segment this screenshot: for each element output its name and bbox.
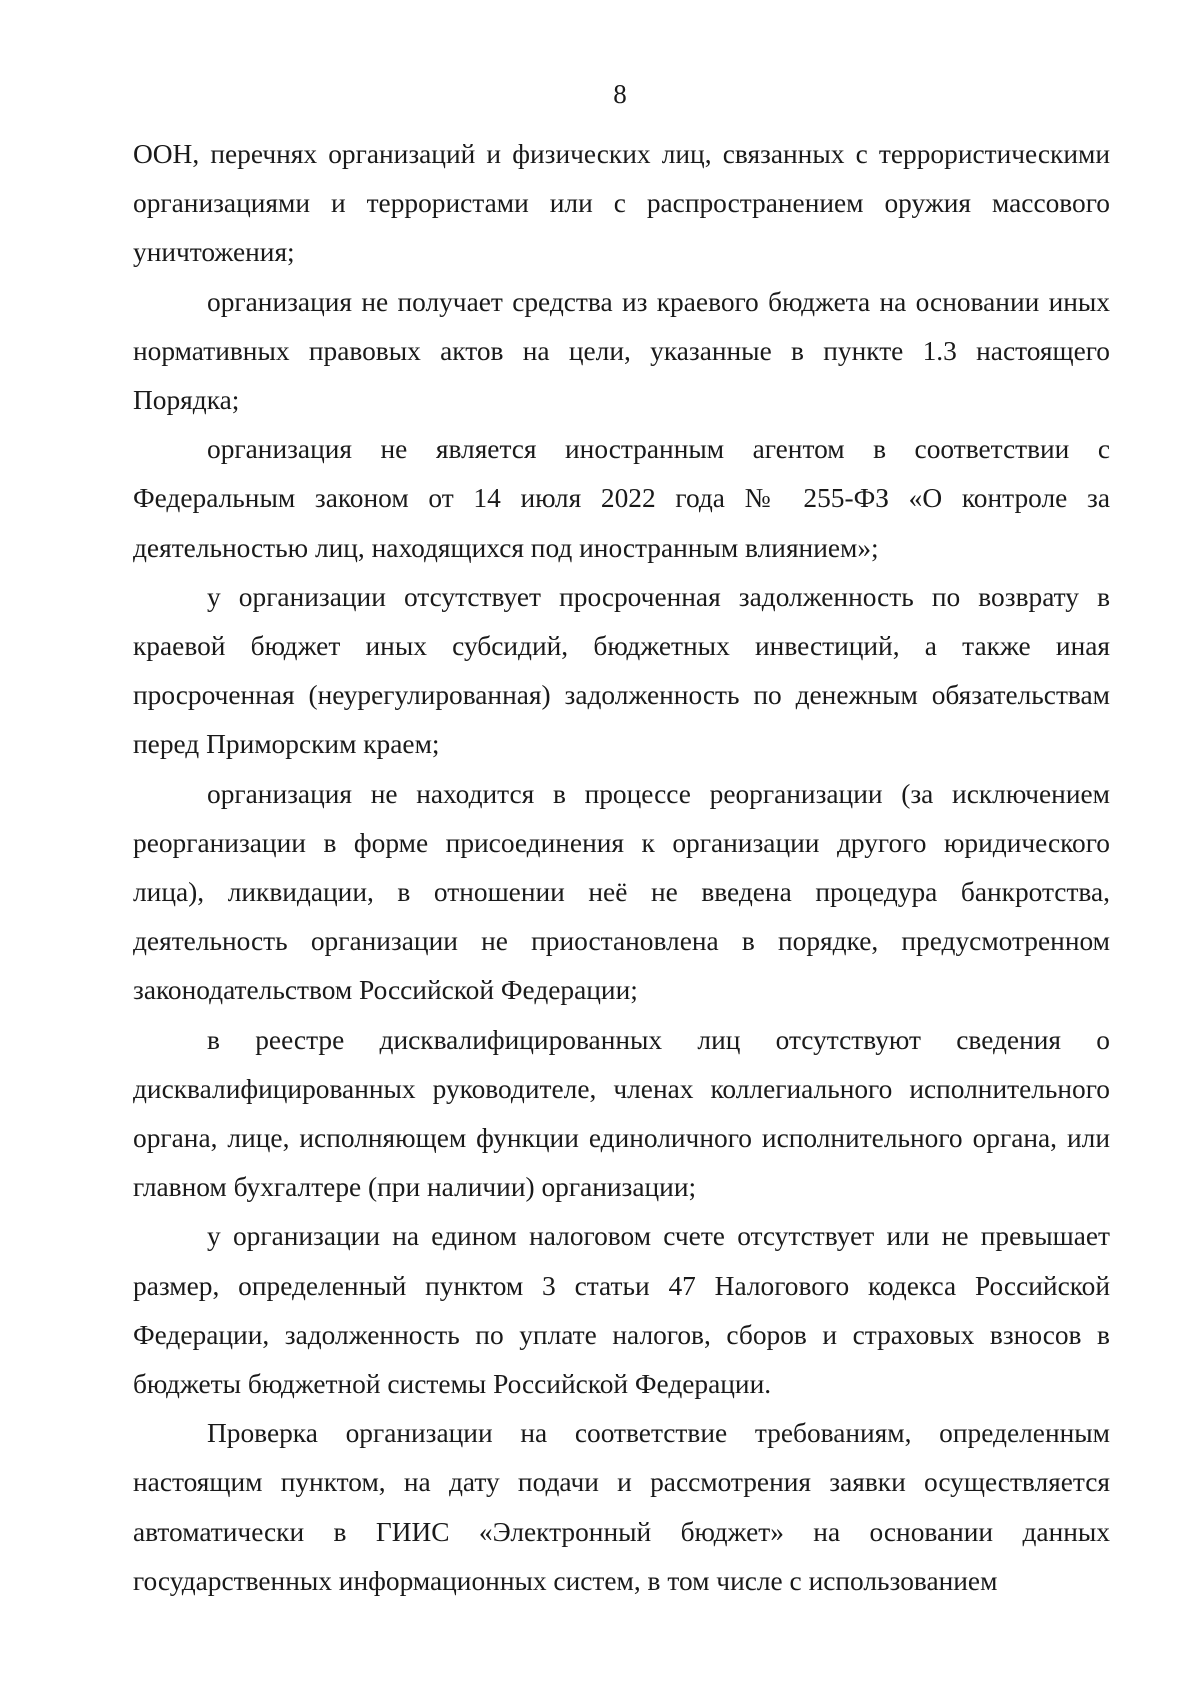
paragraph: организация не получает средства из краевого бюджета на основании иных нормативных правовых актов на цели, указанные в пункте 1.3 настоящего Порядка; — [133, 286, 1110, 416]
paragraph: в реестре дисквалифицированных лиц отсутствуют сведения о дисквалифицированных руководителе, членах коллегиального исполнительного органа, лице, исполняющем функции единоличного исполнительного органа, или главном бухгалтере (при наличии) организации; — [133, 1024, 1110, 1203]
document-body — [133, 130, 1110, 1606]
page-number: 8 — [613, 79, 627, 109]
paragraph: организация не является иностранным агентом в соответствии с Федеральным законом от 14 июля 2022 года № 255-ФЗ «О контроле за деятельностью лиц, находящихся под иностранным влиянием»; — [133, 434, 1110, 563]
paragraph: у организации на едином налоговом счете отсутствует или не превышает размер, определенный пунктом 3 статьи 47 Налогового кодекса Российской Федерации, задолженность по уплате налогов, сборов и страховых взносов в бюджеты бюджетной системы Российской Федерации. — [133, 1221, 1110, 1400]
paragraph: ООН, перечнях организаций и физических лиц, связанных с террористическими организациями и террористами или с распространением оружия массового уничтожения; — [133, 139, 1110, 268]
paragraph: организация не находится в процессе реорганизации (за исключением реорганизации в форме присоединения к организации другого юридического лица), ликвидации, в отношении неё не введена процедура банкротства, деятельность организации не приостановлена в порядке, предусмотренном законодательством Российской Федерации; — [133, 778, 1110, 1006]
paragraph: у организации отсутствует просроченная задолженность по возврату в краевой бюджет иных субсидий, бюджетных инвестиций, а также иная просроченная (неурегулированная) задолженность по денежным обязательствам перед Приморским краем; — [133, 581, 1110, 760]
paragraph: Проверка организации на соответствие требованиям, определенным настоящим пунктом, на дату подачи и рассмотрения заявки осуществляется автоматически в ГИИС «Электронный бюджет» на основании данных государственных информационных систем, в том числе с использованием — [133, 1418, 1110, 1596]
